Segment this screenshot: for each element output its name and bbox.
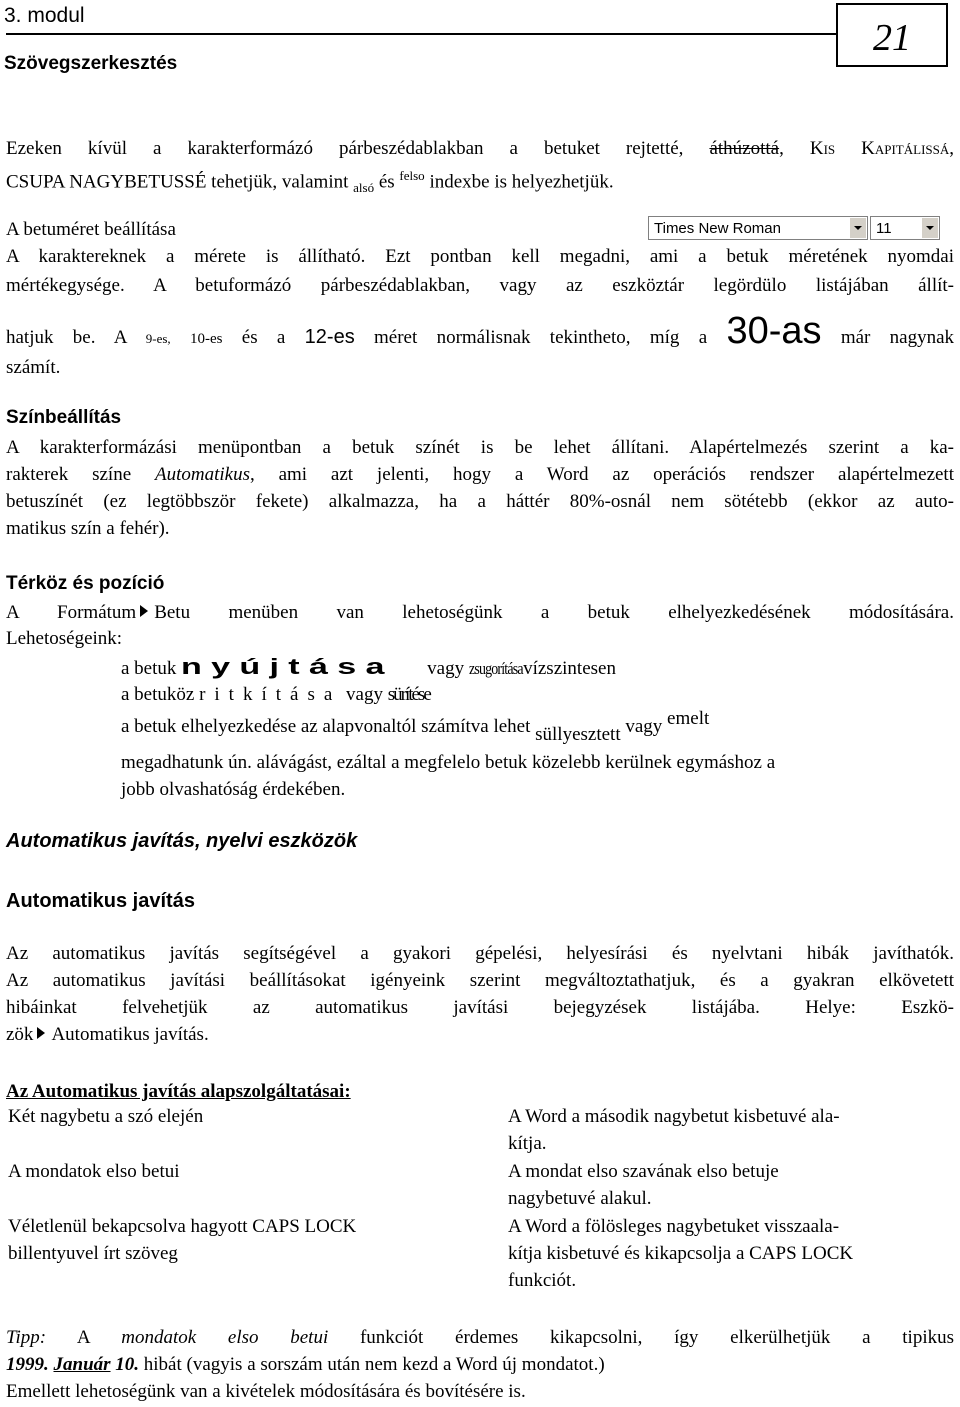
color-heading: Színbeállítás	[6, 407, 122, 428]
color-line-4: matikus szín a fehér).	[6, 518, 170, 539]
option-stretch: a betuk nyújtása vagy zsugorítása vízszintesen	[121, 653, 616, 682]
auto-line-3: hibáinkat felvehetjük az automatikus javítási bejegyzések listájába. Helye: Eszkö-	[6, 997, 954, 1018]
module-label: 3. modul	[4, 4, 85, 27]
page-number: 21	[836, 3, 948, 67]
superscript-sample: felso	[399, 168, 425, 183]
color-line-2: rakterek színe Automatikus, ami azt jelenti, hogy a Word az operációs rendszer alapértelmezett	[6, 464, 954, 485]
subscript-sample: alsó	[353, 180, 375, 196]
size-line-4: számít.	[6, 357, 61, 378]
color-line-1: A karakterformázási menüpontban a betuk színét is be lehet állítani. Alapértelmezés szerint a ka-	[6, 437, 954, 458]
chevron-down-icon[interactable]	[849, 218, 866, 238]
size-line-3: hatjuk be. A 9-es, 10-es és a 12-es méret normálisnak tekintheto, míg a 30-as már nagynak	[6, 310, 955, 352]
font-size-combo[interactable]: 11	[870, 216, 940, 240]
tight-sample: sürítése	[387, 684, 430, 705]
service-row-2-right: A mondat elso szavának elso betuje nagybetuvé alakul.	[508, 1161, 779, 1209]
size-line-2: mértékegysége. A betuformázó párbeszédablakban, vagy az eszköztár legördülo listájában állít-	[6, 275, 954, 296]
wide-sample: nyújtása	[181, 654, 394, 679]
color-line-3: betuszínét (ez legtöbbször fekete) alkalmazza, ha a háttér 80%-osnál nem sötétebb (ekkor az auto-	[6, 491, 954, 512]
spaced-sample: ritkítása	[199, 684, 342, 705]
intro-line-2: CSUPA NAGYBETUSSÉ tehetjük, valamint $_{alsó}$ és $^{felso}$ indexbe is helyezhetjük.	[6, 168, 614, 196]
size-heading: A betuméret beállítása	[6, 219, 176, 240]
chevron-down-icon[interactable]	[921, 218, 938, 238]
spacing-line-1: A Formátum Betu menüben van lehetoségünk a betuk elhelyezkedésének módosítására.	[6, 602, 954, 623]
option-spacing: a betuköz ritkítása vagy sürítése	[121, 684, 430, 705]
tip-line-3: Emellett lehetoségünk van a kivételek módosítására és bovítésére is.	[6, 1381, 526, 1402]
auto-line-2: Az automatikus javítási beállításokat igényeink szerint megváltoztathatjuk, és a gyakran elkövetett	[6, 970, 954, 991]
spacing-line-2: Lehetoségeink:	[6, 628, 123, 649]
service-row-2-left: A mondatok elso betui	[8, 1161, 180, 1182]
service-row-1-right: A Word a második nagybetut kisbetuvé ala- kítja.	[508, 1106, 840, 1154]
small-caps-sample: Kis Kapitálissá	[809, 138, 950, 159]
raised-sample: emelt	[667, 708, 710, 729]
tip-line-2: 1999. Január 10. hibát (vagyis a sorszám után nem kezd a Word új mondatot.)	[6, 1354, 605, 1375]
condensed-sample: zsugorítása	[468, 659, 523, 678]
section-title: Automatikus javítás, nyelvi eszközök	[6, 830, 358, 852]
strikethrough-sample: áthúzottá	[709, 138, 780, 159]
size-line-1: A karaktereknek a mérete is állítható. Ezt pontban kell megadni, ami a betuk méretének nyomdai	[6, 246, 954, 267]
tip-label: Tipp:	[6, 1327, 47, 1348]
service-row-3-right: A Word a fölösleges nagybetuket visszaala- kítja kisbetuvé és kikapcsolja a CAPS LOCK funkciót.	[508, 1216, 854, 1291]
services-heading: Az Automatikus javítás alapszolgáltatásai:	[6, 1081, 351, 1102]
menu-arrow-icon	[37, 1027, 45, 1039]
spacing-heading: Térköz és pozíció	[6, 573, 165, 594]
option-kerning-2: jobb olvashatóság érdekében.	[121, 779, 346, 800]
auto-heading: Automatikus javítás	[6, 890, 195, 912]
lowered-sample: süllyesztett	[535, 724, 621, 745]
font-name-combo[interactable]: Times New Roman	[648, 216, 868, 240]
service-row-1-left: Két nagybetu a szó elején	[8, 1106, 204, 1127]
auto-line-1: Az automatikus javítás segítségével a gyakori gépelési, helyesírási és nyelvtani hibák javíthatók.	[6, 943, 954, 964]
option-kerning-1: megadhatunk ún. alávágást, ezáltal a megfelelo betuk közelebb kerülnek egymáshoz a	[121, 752, 776, 773]
chapter-title: Szövegszerkesztés	[4, 53, 178, 74]
service-row-3-left: Véletlenül bekapcsolva hagyott CAPS LOCK billentyuvel írt szöveg	[8, 1216, 357, 1264]
header-rule	[6, 33, 836, 35]
tip-line-1: Tipp: A mondatok elso betui funkciót érdemes kikapcsolni, így elkerülhetjük a tipikus	[6, 1327, 955, 1348]
option-baseline: a betuk elhelyezkedése az alapvonaltól számítva lehet süllyesztett vagy emelt	[121, 708, 710, 745]
menu-arrow-icon	[140, 605, 148, 617]
auto-line-4: zök Automatikus javítás.	[6, 1024, 209, 1045]
intro-line-1: Ezeken kívül a karakterformázó párbeszédablakban a betuket rejtetté, áthúzottá, Kis Kapitálissá,	[6, 138, 955, 159]
